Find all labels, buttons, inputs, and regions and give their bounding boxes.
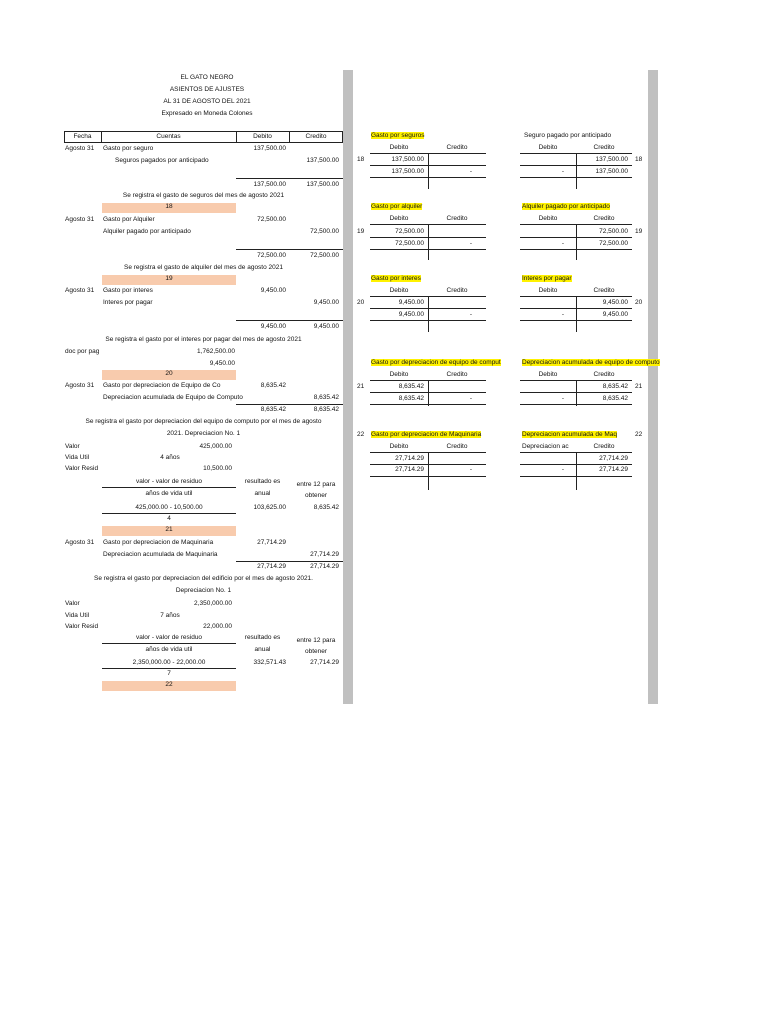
t18-right-credit: 137,500.00	[595, 156, 628, 163]
entry-18-date: Agosto 31	[65, 145, 95, 152]
t20-right-credit: 9,450.00	[602, 299, 628, 306]
t19-right-debit-header: Debito	[538, 215, 558, 222]
entry-18-debit-amount: 137,500.00	[253, 145, 286, 152]
report-date: AL 31 DE AGOSTO DEL 2021	[163, 98, 251, 105]
entry-22-res-label-1: resultado es	[244, 634, 281, 641]
entry-21-res-label-2: anual	[254, 490, 271, 497]
entry-21-description-1: Se registra el gasto por depreciacion del equipo de computo por el mes de agosto	[85, 418, 322, 425]
entry-21-valor-label: Valor	[65, 443, 80, 450]
t19-left-num: 19	[357, 228, 365, 235]
entry-21-date: Agosto 31	[65, 382, 95, 389]
entry-20-debit-account: Gasto por interes	[103, 287, 153, 294]
entry-22-vida-label: Vida Util	[65, 612, 90, 619]
entry-20-calc-value: 9,450.00	[209, 360, 235, 367]
entry-18-description: Se registra el gasto de seguros del mes de agosto 2021	[122, 192, 285, 199]
entry-22-total-debit: 27,714.29	[257, 563, 286, 570]
t19-left-total-debit: 72,500.00	[395, 240, 424, 247]
entry-21-divisor: 4	[167, 515, 171, 522]
t22-left-debit-header: Debito	[389, 443, 409, 450]
t22-left-debit: 27,714.29	[395, 455, 424, 462]
entry-21-div-label-1: entre 12 para	[296, 481, 336, 488]
t20-right-total-debit: -	[561, 311, 564, 318]
entry-18-total-credit: 137,500.00	[306, 181, 339, 188]
t20-left-total-debit: 9,450.00	[398, 311, 424, 318]
t21-right-debit-header: Debito	[538, 371, 558, 378]
t20-left-credit-header: Credito	[446, 287, 468, 294]
entry-21-div-label-2: obtener	[304, 492, 328, 499]
t21-left-credit-header: Credito	[446, 371, 468, 378]
entry-22-res-label-2: anual	[254, 646, 271, 653]
t19-left-debit-header: Debito	[389, 215, 409, 222]
t20-right-debit-header: Debito	[538, 287, 558, 294]
report-currency: Expresado en Moneda Colones	[161, 110, 253, 117]
entry-21-total-debit: 8,635.42	[260, 406, 286, 413]
t22-left-total-credit: -	[469, 466, 472, 473]
entry-21-total-credit: 8,635.42	[313, 406, 339, 413]
entry-22-monthly: 27,714.29	[310, 659, 339, 666]
t19-right-total-debit: -	[561, 240, 564, 247]
t19-right-credit-header: Credito	[593, 215, 615, 222]
t21-left-total-credit: -	[469, 395, 472, 402]
t19-left-credit-header: Credito	[446, 215, 468, 222]
t22-left-total-debit: 27,714.29	[395, 466, 424, 473]
column-separator-right	[648, 70, 658, 704]
entry-20-doc-label: doc por pag	[65, 348, 100, 355]
entry-22-credit-amount: 27,714.29	[310, 551, 339, 558]
t18-left-debit: 137,500.00	[391, 156, 424, 163]
entry-20-description: Se registra el gasto por el interes por pagar del mes de agosto 2021	[105, 336, 302, 343]
t20-left-debit: 9,450.00	[398, 299, 424, 306]
entry-22-description-2: Depreciacion No. 1	[175, 587, 232, 594]
entry-21-credit-account: Depreciacion acumulada de Equipo de Computo	[103, 394, 243, 401]
entry-21-valor: 425,000.00	[199, 443, 232, 450]
entry-19-total-credit: 72,500.00	[310, 252, 339, 259]
entry-19-debit-amount: 72,500.00	[257, 216, 286, 223]
column-separator-left	[343, 70, 353, 704]
entry-19-number: 19	[102, 275, 236, 285]
entry-22-formula-bottom: años de vida util	[145, 646, 193, 653]
entry-21-resid-label: Valor Resid	[65, 465, 99, 472]
t18-left-num: 18	[357, 156, 365, 163]
t18-left-credit-header: Credito	[446, 144, 468, 151]
entry-21-monthly: 8,635.42	[313, 504, 339, 511]
t19-left-debit: 72,500.00	[395, 228, 424, 235]
t22-right-debit-header: Depreciacion ac	[522, 443, 569, 450]
entry-21-formula-bottom: años de vida util	[145, 490, 193, 497]
t21-right-total-debit: -	[561, 395, 564, 402]
t21-left-num: 21	[357, 383, 365, 390]
report-title: ASIENTOS DE AJUSTES	[169, 86, 245, 93]
t20-right-total-credit: 9,450.00	[602, 311, 628, 318]
t18-right-debit-header: Debito	[538, 144, 558, 151]
t18-right-credit-header: Credito	[593, 144, 615, 151]
entry-18-credit-account: Seguros pagados por anticipado	[115, 157, 209, 164]
t21-left-debit: 8,635.42	[398, 383, 424, 390]
company-name: EL GATO NEGRO	[180, 74, 234, 81]
entry-22-resid: 22,000.00	[203, 623, 232, 630]
entry-19-total-debit: 72,500.00	[257, 252, 286, 259]
t22-right-title: Depreciacion acumulada de Maq	[522, 431, 618, 438]
entry-22-number: 22	[102, 681, 236, 691]
t18-right-total-credit: 137,500.00	[595, 168, 628, 175]
entry-22-resid-label: Valor Resid	[65, 623, 99, 630]
col-credito: Credito	[305, 133, 327, 140]
entry-21-description-2: 2021. Depreciacion No. 1	[166, 430, 241, 437]
t22-left-num-top: 22	[357, 431, 365, 438]
t20-left-num: 20	[357, 299, 365, 306]
t21-right-title: Depreciacion acumulada de equipo de computo	[522, 359, 660, 366]
t22-right-total-debit: -	[561, 466, 564, 473]
t19-right-credit: 72,500.00	[599, 228, 628, 235]
entry-22-total-credit: 27,714.29	[310, 563, 339, 570]
t19-right-num: 19	[635, 228, 643, 235]
t18-right-total-debit: -	[561, 168, 564, 175]
col-debito: Debito	[253, 133, 272, 140]
t18-left-debit-header: Debito	[389, 144, 409, 151]
entry-20-number: 20	[102, 370, 236, 380]
entry-22-description-1: Se registra el gasto por depreciacion del edificio por el mes de agosto 2021.	[94, 575, 313, 582]
entry-21-annual: 103,625.00	[253, 504, 286, 511]
entry-21-vida: 4 años	[160, 454, 180, 461]
t20-left-total-credit: -	[469, 311, 472, 318]
entry-22-valor-label: Valor	[65, 600, 80, 607]
t21-left-title: Gasto por depreciacion de equipo de comput	[371, 359, 501, 366]
t19-right-total-credit: 72,500.00	[599, 240, 628, 247]
t20-right-num: 20	[635, 299, 643, 306]
entry-19-credit-account: Alquiler pagado por anticipado	[103, 228, 191, 235]
col-fecha: Fecha	[73, 133, 92, 140]
entry-22-credit-account: Depreciacion acumulada de Maquinaria	[103, 551, 218, 558]
entry-18-total-debit: 137,500.00	[253, 181, 286, 188]
entry-22-date: Agosto 31	[65, 539, 95, 546]
entry-21-resid: 10,500.00	[203, 465, 232, 472]
entry-21-formula-top: valor - valor de residuo	[135, 478, 203, 485]
t21-right-credit: 8,635.42	[602, 383, 628, 390]
entry-22-formula-values: 2,350,000.00 - 22,000.00	[132, 659, 206, 666]
entry-21-number: 21	[102, 526, 236, 536]
entry-22-vida: 7 años	[160, 612, 180, 619]
t21-right-total-credit: 8,635.42	[602, 395, 628, 402]
entry-21-debit-amount: 8,635.42	[260, 382, 286, 389]
entry-22-div-label-2: obtener	[304, 648, 328, 655]
t22-right-total-credit: 27,714.29	[599, 466, 628, 473]
t22-right-num-top: 22	[635, 431, 643, 438]
t22-left-title: Gasto por depreciacion de Maquinaria	[371, 431, 482, 438]
t18-left-total-credit: -	[469, 168, 472, 175]
entry-21-credit-amount: 8,635.42	[313, 394, 339, 401]
t20-right-title: Interes por pagar	[522, 275, 572, 282]
entry-19-debit-account: Gasto por Alquiler	[103, 216, 155, 223]
entry-19-description: Se registra el gasto de alquiler del mes de agosto 2021	[124, 264, 283, 271]
t19-left-title: Gasto por alquiler	[371, 203, 423, 210]
entry-18-credit-amount: 137,500.00	[306, 157, 339, 164]
t22-right-credit: 27,714.29	[599, 455, 628, 462]
entry-18-debit-account: Gasto por seguro	[103, 145, 154, 152]
entry-18-number: 18	[102, 203, 236, 213]
entry-20-credit-amount: 9,450.00	[313, 299, 339, 306]
entry-22-formula-top: valor - valor de residuo	[135, 634, 203, 641]
t21-left-debit-header: Debito	[389, 371, 409, 378]
entry-20-total-credit: 9,450.00	[313, 323, 339, 330]
t19-left-total-credit: -	[469, 240, 472, 247]
entry-20-date: Agosto 31	[65, 287, 95, 294]
t21-right-num: 21	[635, 383, 643, 390]
entry-22-annual: 332,571.43	[253, 659, 286, 666]
entry-22-divisor: 7	[167, 670, 171, 677]
t21-right-credit-header: Credito	[593, 371, 615, 378]
t21-left-total-debit: 8,635.42	[398, 395, 424, 402]
entry-22-debit-amount: 27,714.29	[257, 539, 286, 546]
entry-19-credit-amount: 72,500.00	[310, 228, 339, 235]
t18-left-title: Gasto por seguros	[371, 132, 425, 139]
t18-right-num: 18	[635, 156, 643, 163]
entry-19-date: Agosto 31	[65, 216, 95, 223]
t19-right-title: Alquiler pagado por anticipado	[522, 203, 610, 210]
t18-left-total-debit: 137,500.00	[391, 168, 424, 175]
entry-21-vida-label: Vida Util	[65, 454, 90, 461]
t22-right-credit-header: Credito	[593, 443, 615, 450]
entry-20-debit-amount: 9,450.00	[260, 287, 286, 294]
col-cuentas: Cuentas	[156, 133, 181, 140]
t18-right-title: Seguro pagado por anticipado	[524, 132, 612, 139]
entry-21-res-label-1: resultado es	[244, 478, 281, 485]
t20-left-debit-header: Debito	[389, 287, 409, 294]
entry-20-doc-value: 1,762,500.00	[197, 348, 235, 355]
entry-22-valor: 2,350,000.00	[194, 600, 232, 607]
t20-left-title: Gasto por interes	[371, 275, 421, 282]
entry-22-debit-account: Gasto por depreciacion de Maquinaria	[103, 539, 214, 546]
t20-right-credit-header: Credito	[593, 287, 615, 294]
entry-20-total-debit: 9,450.00	[260, 323, 286, 330]
entry-21-debit-account: Gasto por depreciacion de Equipo de Co	[103, 382, 221, 389]
entry-21-formula-values: 425,000.00 - 10,500.00	[135, 504, 203, 511]
entry-20-credit-account: Interes por pagar	[103, 299, 153, 306]
entry-22-div-label-1: entre 12 para	[296, 637, 336, 644]
t22-left-credit-header: Credito	[446, 443, 468, 450]
